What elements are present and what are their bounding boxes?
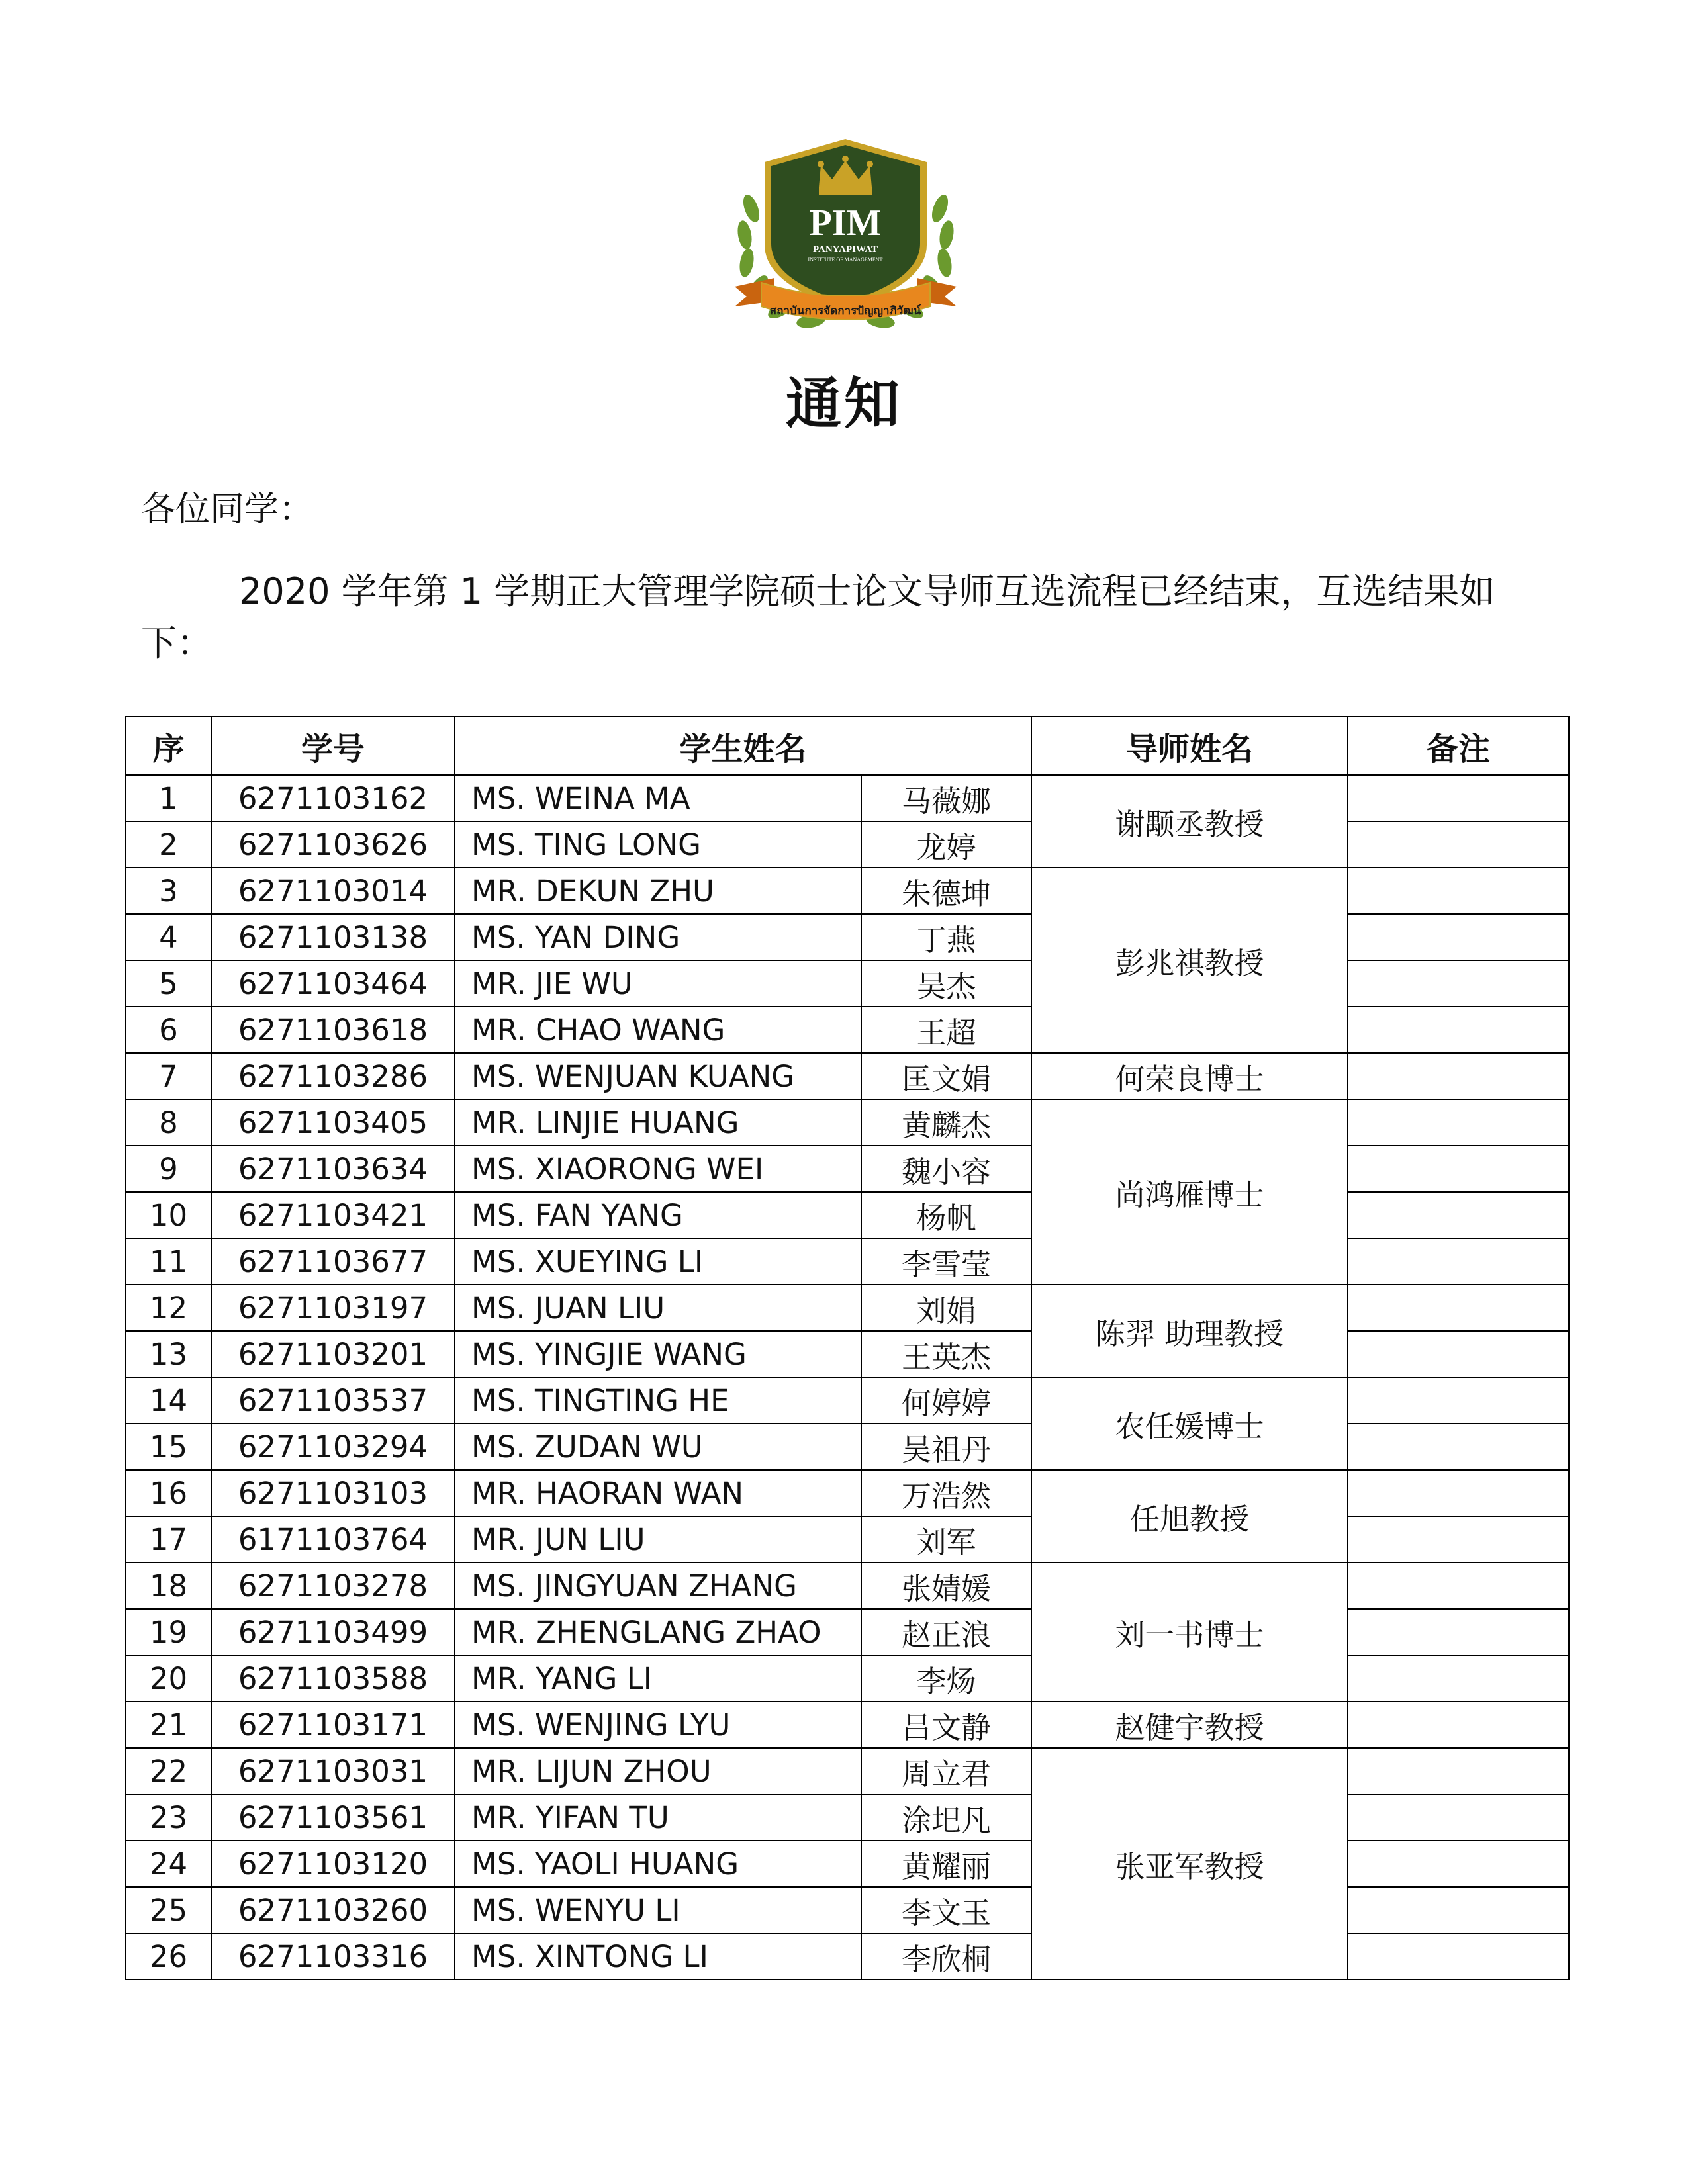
row-number: 17 (126, 1516, 211, 1563)
student-name-english: MS. WENJUAN KUANG (455, 1053, 861, 1099)
row-number: 22 (126, 1748, 211, 1794)
note-cell (1348, 1655, 1569, 1702)
note-cell (1348, 775, 1569, 821)
table-row (126, 1748, 1569, 1794)
advisor-name: 陈羿 助理教授 (1031, 1285, 1348, 1377)
student-id: 6271103201 (211, 1331, 455, 1377)
header-student-id: 学号 (211, 717, 455, 775)
student-id: 6271103138 (211, 914, 455, 960)
table-row (126, 1563, 1569, 1609)
student-id: 6171103764 (211, 1516, 455, 1563)
table-row (126, 1887, 1569, 1933)
student-id: 6271103464 (211, 960, 455, 1007)
note-cell (1348, 1887, 1569, 1933)
table-row (126, 1053, 1569, 1099)
student-name-english: MS. XUEYING LI (455, 1238, 861, 1285)
student-name-chinese: 涂圯凡 (861, 1794, 1031, 1841)
note-cell (1348, 1285, 1569, 1331)
table-row (126, 868, 1569, 914)
student-name-english: MR. YIFAN TU (455, 1794, 861, 1841)
student-name-english: MR. LIJUN ZHOU (455, 1748, 861, 1794)
student-name-english: MS. JINGYUAN ZHANG (455, 1563, 861, 1609)
advisor-name: 何荣良博士 (1031, 1053, 1348, 1099)
row-number: 13 (126, 1331, 211, 1377)
student-id: 6271103120 (211, 1841, 455, 1887)
student-name-chinese: 龙婷 (861, 821, 1031, 868)
row-number: 5 (126, 960, 211, 1007)
header-advisor: 导师姓名 (1031, 717, 1348, 775)
row-number: 24 (126, 1841, 211, 1887)
note-cell (1348, 1238, 1569, 1285)
table-row (126, 1424, 1569, 1470)
student-id: 6271103634 (211, 1146, 455, 1192)
row-number: 3 (126, 868, 211, 914)
student-id: 6271103405 (211, 1099, 455, 1146)
row-number: 9 (126, 1146, 211, 1192)
row-number: 16 (126, 1470, 211, 1516)
student-name-chinese: 吕文静 (861, 1702, 1031, 1748)
note-cell (1348, 1609, 1569, 1655)
note-cell (1348, 1053, 1569, 1099)
table-row (126, 775, 1569, 821)
student-name-chinese: 刘军 (861, 1516, 1031, 1563)
student-id: 6271103561 (211, 1794, 455, 1841)
student-id: 6271103588 (211, 1655, 455, 1702)
student-name-chinese: 吴杰 (861, 960, 1031, 1007)
table-row (126, 1841, 1569, 1887)
student-name-english: MS. WENYU LI (455, 1887, 861, 1933)
student-name-english: MS. FAN YANG (455, 1192, 861, 1238)
student-name-chinese: 李欣桐 (861, 1933, 1031, 1979)
student-name-chinese: 周立君 (861, 1748, 1031, 1794)
student-name-english: MS. TING LONG (455, 821, 861, 868)
student-id: 6271103103 (211, 1470, 455, 1516)
table-row (126, 1377, 1569, 1424)
student-id: 6271103014 (211, 868, 455, 914)
student-id: 6271103499 (211, 1609, 455, 1655)
student-name-english: MS. XINTONG LI (455, 1933, 861, 1979)
row-number: 2 (126, 821, 211, 868)
page-title: 通知 (785, 371, 902, 436)
note-cell (1348, 1794, 1569, 1841)
student-name-chinese: 赵正浪 (861, 1609, 1031, 1655)
student-id: 6271103421 (211, 1192, 455, 1238)
note-cell (1348, 1424, 1569, 1470)
student-name-chinese: 王超 (861, 1007, 1031, 1053)
note-cell (1348, 1146, 1569, 1192)
note-cell (1348, 1377, 1569, 1424)
table-row (126, 1146, 1569, 1192)
student-name-chinese: 张婧媛 (861, 1563, 1031, 1609)
greeting: 各位同学： (141, 490, 314, 529)
row-number: 4 (126, 914, 211, 960)
table-row (126, 1285, 1569, 1331)
table-row (126, 1609, 1569, 1655)
student-name-chinese: 匡文娟 (861, 1053, 1031, 1099)
student-name-english: MR. YANG LI (455, 1655, 861, 1702)
student-name-chinese: 黄耀丽 (861, 1841, 1031, 1887)
note-cell (1348, 821, 1569, 868)
header-no: 序 (126, 717, 211, 775)
note-cell (1348, 1748, 1569, 1794)
note-cell (1348, 1331, 1569, 1377)
advisor-name: 张亚军教授 (1031, 1748, 1348, 1979)
note-cell (1348, 1099, 1569, 1146)
student-id: 6271103171 (211, 1702, 455, 1748)
table-row (126, 1470, 1569, 1516)
student-id: 6271103316 (211, 1933, 455, 1979)
student-name-english: MS. YAOLI HUANG (455, 1841, 861, 1887)
table-body (126, 775, 1569, 1979)
note-cell (1348, 1933, 1569, 1979)
note-cell (1348, 1516, 1569, 1563)
student-name-english: MR. ZHENGLANG ZHAO (455, 1609, 861, 1655)
row-number: 6 (126, 1007, 211, 1053)
note-cell (1348, 1192, 1569, 1238)
student-name-chinese: 黄麟杰 (861, 1099, 1031, 1146)
advisor-name: 彭兆祺教授 (1031, 868, 1348, 1053)
row-number: 14 (126, 1377, 211, 1424)
advisor-name: 农任媛博士 (1031, 1377, 1348, 1470)
results-table (125, 716, 1570, 1980)
advisor-name: 任旭教授 (1031, 1470, 1348, 1563)
student-id: 6271103162 (211, 775, 455, 821)
table-header-row (126, 717, 1569, 775)
student-id: 6271103294 (211, 1424, 455, 1470)
student-name-chinese: 万浩然 (861, 1470, 1031, 1516)
row-number: 25 (126, 1887, 211, 1933)
student-id: 6271103260 (211, 1887, 455, 1933)
student-name-english: MS. TINGTING HE (455, 1377, 861, 1424)
row-number: 7 (126, 1053, 211, 1099)
table-row (126, 1655, 1569, 1702)
student-name-chinese: 何婷婷 (861, 1377, 1031, 1424)
table-row (126, 1192, 1569, 1238)
note-cell (1348, 868, 1569, 914)
advisor-name: 刘一书博士 (1031, 1563, 1348, 1702)
student-id: 6271103618 (211, 1007, 455, 1053)
table-row (126, 821, 1569, 868)
row-number: 1 (126, 775, 211, 821)
advisor-name: 尚鸿雁博士 (1031, 1099, 1348, 1285)
table-row (126, 1516, 1569, 1563)
student-name-english: MR. HAORAN WAN (455, 1470, 861, 1516)
student-id: 6271103537 (211, 1377, 455, 1424)
row-number: 12 (126, 1285, 211, 1331)
table-row (126, 1238, 1569, 1285)
row-number: 10 (126, 1192, 211, 1238)
student-name-chinese: 魏小容 (861, 1146, 1031, 1192)
row-number: 18 (126, 1563, 211, 1609)
row-number: 23 (126, 1794, 211, 1841)
student-name-chinese: 马薇娜 (861, 775, 1031, 821)
row-number: 11 (126, 1238, 211, 1285)
student-id: 6271103286 (211, 1053, 455, 1099)
student-name-chinese: 丁燕 (861, 914, 1031, 960)
advisor-name: 赵健宇教授 (1031, 1702, 1348, 1748)
body-paragraph: 2020 学年第 1 学期正大管理学院硕士论文导师互选流程已经结束，互选结果如下： (141, 570, 1495, 664)
note-cell (1348, 1470, 1569, 1516)
note-cell (1348, 960, 1569, 1007)
student-name-chinese: 李文玉 (861, 1887, 1031, 1933)
student-id: 6271103278 (211, 1563, 455, 1609)
ribbon-text: สถาบันการจัดการปัญญาภิวัฒน์ (769, 304, 921, 318)
student-id: 6271103677 (211, 1238, 455, 1285)
student-name-english: MR. LINJIE HUANG (455, 1099, 861, 1146)
student-name-english: MS. WENJING LYU (455, 1702, 861, 1748)
student-name-english: MR. CHAO WANG (455, 1007, 861, 1053)
logo-subtitle: PANYAPIWAT (812, 244, 878, 255)
student-id: 6271103031 (211, 1748, 455, 1794)
student-name-english: MS. YINGJIE WANG (455, 1331, 861, 1377)
table-row (126, 1099, 1569, 1146)
student-name-english: MS. YAN DING (455, 914, 861, 960)
student-id: 6271103197 (211, 1285, 455, 1331)
logo-small-text: INSTITUTE OF MANAGEMENT (808, 257, 883, 263)
student-id: 6271103626 (211, 821, 455, 868)
note-cell (1348, 1841, 1569, 1887)
student-name-chinese: 杨帆 (861, 1192, 1031, 1238)
student-name-chinese: 朱德坤 (861, 868, 1031, 914)
note-cell (1348, 1007, 1569, 1053)
row-number: 21 (126, 1702, 211, 1748)
student-name-english: MS. JUAN LIU (455, 1285, 861, 1331)
row-number: 8 (126, 1099, 211, 1146)
student-name-english: MS. ZUDAN WU (455, 1424, 861, 1470)
student-name-english: MR. DEKUN ZHU (455, 868, 861, 914)
table-row (126, 914, 1569, 960)
student-name-english: MR. JUN LIU (455, 1516, 861, 1563)
advisor-name: 谢颙丞教授 (1031, 775, 1348, 868)
table-row (126, 1794, 1569, 1841)
note-cell (1348, 1702, 1569, 1748)
table-row (126, 960, 1569, 1007)
student-name-english: MS. XIAORONG WEI (455, 1146, 861, 1192)
header-student-name: 学生姓名 (455, 717, 1031, 775)
student-name-english: MR. JIE WU (455, 960, 861, 1007)
table-row (126, 1007, 1569, 1053)
header-note: 备注 (1348, 717, 1569, 775)
row-number: 15 (126, 1424, 211, 1470)
student-name-chinese: 吴祖丹 (861, 1424, 1031, 1470)
row-number: 19 (126, 1609, 211, 1655)
student-name-chinese: 李雪莹 (861, 1238, 1031, 1285)
table-row (126, 1331, 1569, 1377)
table-row (126, 1702, 1569, 1748)
note-cell (1348, 1563, 1569, 1609)
student-name-chinese: 刘娟 (861, 1285, 1031, 1331)
note-cell (1348, 914, 1569, 960)
student-name-english: MS. WEINA MA (455, 775, 861, 821)
logo-text: PIM (809, 203, 882, 244)
row-number: 20 (126, 1655, 211, 1702)
student-name-chinese: 王英杰 (861, 1331, 1031, 1377)
row-number: 26 (126, 1933, 211, 1979)
institution-logo (728, 136, 963, 338)
table-row (126, 1933, 1569, 1979)
student-name-chinese: 李炀 (861, 1655, 1031, 1702)
